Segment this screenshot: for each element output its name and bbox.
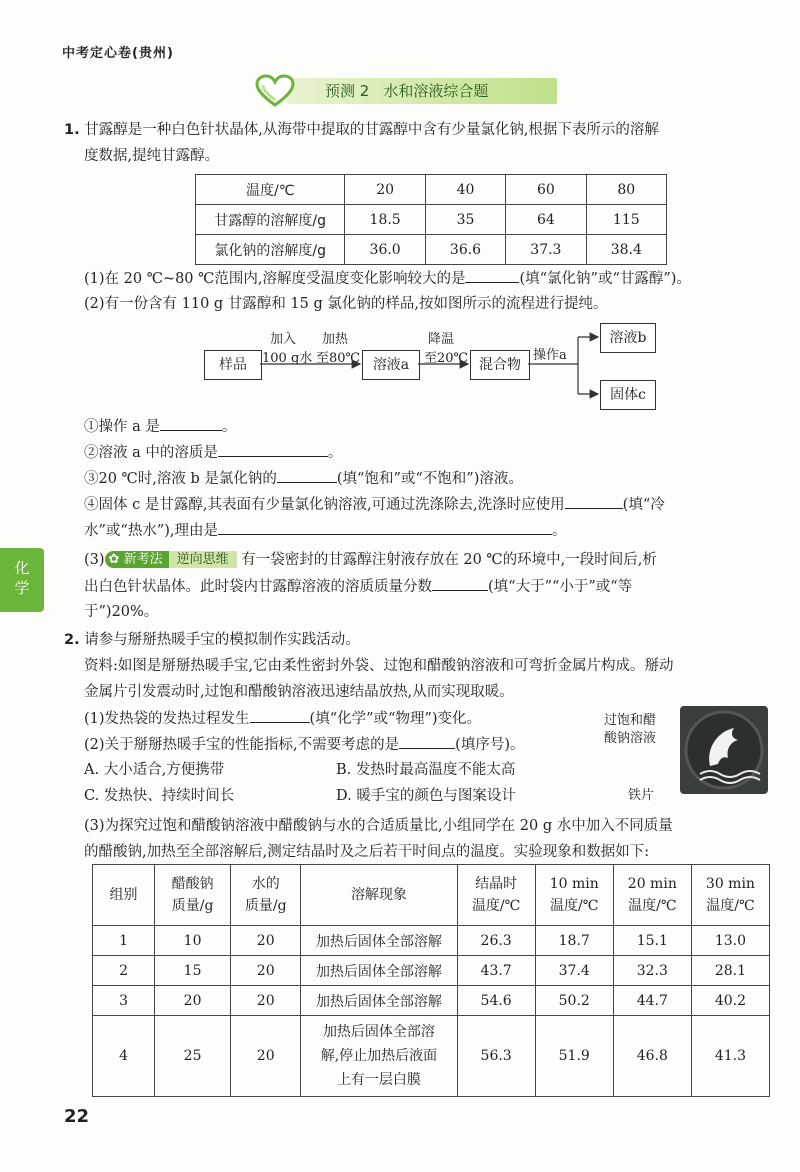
hand-warmer-image — [680, 706, 768, 794]
page-number: 22 — [64, 1106, 90, 1127]
bulb-icon: ✿ — [108, 552, 120, 567]
table-row: 氯化钠的溶解度/g 36.0 36.6 37.3 38.4 — [196, 235, 667, 265]
table-header-row: 组别 醋酸钠 质量/g 水的 质量/g 溶解现象 结晶时 温度/℃ 10 min 温度/℃ 20 min 温度/℃ 30 min 温度/℃ — [93, 865, 770, 926]
q1-part3-line2: 出白色针状晶体。此时袋内甘露醇溶液的溶质质量分数 (填“大于”“小于”或“等 — [84, 576, 632, 597]
page: 中考定心卷(贵州) 预测 2 水和溶液综合题 1. 甘露醇是一种白色针状晶体,从海带中提取的甘露醇中含有少量氯化钠,根据下表所示的溶解 度数据,提纯甘露醇。 温度/℃ 20 40 60 80 甘露醇的溶解度/g 18.5 35 64 115 氯化钠的溶解度/g 36.0 36.6 37.3 38.4 (1)在 20 ℃~80 ℃范围内,溶解度受温度变化影响较大的是 (填“氯化钠”或“甘露醇”)。 (2)有一份含有 110 g 甘露醇和 15 g 氯化钠的样品,按如图所示的流程进行提纯。 样品 加入 100 g水 加热 至80℃ 溶液a 降温 至20℃ 混合物 操作a 溶液b 固体c ①操作 a 是 。 ②溶液 a 中的溶质是 。 ③20 ℃时,溶液 b 是氯化钠的 (填“饱和”或“不饱和”)溶液。 ④固体 c 是甘露醇,其表面有少量氯化钠溶液,可通过洗涤除去,洗涤时应使用 (填“冷 水”或“热水”),理由是 。 化学 (3) ✿ 新考法 逆向思维 有一袋密封的甘露醇注射液存放在 20 ℃的环境中,一段时间后,析 出白色针状晶体。此时袋内甘露醇溶液的溶质质量分数 (填“大于”“小于”或“等 于”)20%。 2. 请参与掰掰热暖手宝的模拟制作实践活动。 资料:如图是掰掰热暖手宝,它由柔性密封外袋、过饱和醋酸钠溶液和可弯折金属片构成。掰动 金属片引发震动时,过饱和醋酸钠溶液迅速结晶放热,从而实现取暖。 (1)发热袋的发热过程发生 (填“化学”或“物理”)变化。 (2)关于掰掰热暖手宝的性能指标,不需要考虑的是 (填序号)。 A. 大小适合,方便携带 B. 发热时最高温度不能太高 C. 发热快、持续时间长 D. 暖手宝的颜色与图案设计 过饱和醋 酸钠溶液 铁片 (3)为探究过饱和醋酸钠溶液中醋酸钠与水的合适质量比,小组同学在 20 g 水中加入不同质量 的醋酸钠,加热至全部溶解后,测定结晶时及之后若干时间点的温度。实验现象和数据如下: 组别 醋酸钠 质量/g 水的 质量/g 溶解现象 结晶时 温度/℃ 10 min 温度/℃ 20 min 温度/℃ 30 min 温度/℃ 1 10 20 加热后固体全部溶解 26.3 18.7 15.1 13.0 2 15 20 加热后固体全部溶解 43.7 37.4 32.3 28.1 3 20 20 加热后固体全部溶解 54.6 50.2 44.7 40.2 4 25 20 加热后固体全部溶 解,停止加热后液面 上有一层白膜 56.3 51.9 46.8 41.3 22 — [0, 0, 800, 1172]
image-label-solution: 过饱和醋 酸钠溶液 — [604, 713, 657, 746]
heart-icon — [255, 74, 295, 108]
q1-number: 1. — [64, 122, 80, 138]
q2-intro: 2. 请参与掰掰热暖手宝的模拟制作实践活动。 — [64, 632, 360, 648]
option-c: C. 发热快、持续时间长 — [84, 788, 235, 804]
section-banner — [255, 74, 557, 106]
q2-material-line2: 金属片引发震动时,过饱和醋酸钠溶液迅速结晶放热,从而实现取暖。 — [84, 684, 514, 700]
q2-part3-line2: 的醋酸钠,加热至全部溶解后,测定结晶时及之后若干时间点的温度。实验现象和数据如下: — [84, 844, 650, 860]
flow-mixture: 混合物 — [470, 350, 530, 380]
banner-title: 水和溶液综合题 — [383, 82, 489, 100]
q1-part3-line3: 于”)20%。 — [84, 604, 159, 620]
q1-sub1: ①操作 a 是 。 — [84, 416, 236, 437]
flow-solid-c: 固体c — [600, 380, 656, 410]
answer-blank[interactable] — [565, 494, 623, 509]
option-d: D. 暖手宝的颜色与图案设计 — [336, 788, 516, 804]
q1-intro-line1 — [64, 120, 659, 140]
new-method-tag: ✿ 新考法 逆向思维 — [105, 550, 237, 570]
flow-solution-b: 溶液b — [600, 323, 656, 353]
answer-blank[interactable] — [250, 708, 310, 723]
answer-blank[interactable] — [160, 416, 222, 431]
q1-part2: (2)有一份含有 110 g 甘露醇和 15 g 氯化钠的样品,按如图所示的流程进行提纯。 — [84, 296, 608, 312]
answer-blank[interactable] — [277, 468, 337, 483]
table-row: 4 25 20 加热后固体全部溶 解,停止加热后液面 上有一层白膜 56.3 51.9 46.8 41.3 — [93, 1016, 770, 1097]
option-b: B. 发热时最高温度不能太高 — [336, 762, 516, 778]
q1-intro-text1: 甘露醇是一种白色针状晶体,从海带中提取的甘露醇中含有少量氯化钠,根据下表所示的溶解 — [84, 122, 659, 138]
answer-blank[interactable] — [218, 520, 552, 535]
answer-blank[interactable] — [399, 734, 455, 749]
table-row: 甘露醇的溶解度/g 18.5 35 64 115 — [196, 205, 667, 235]
table-row: 2 15 20 加热后固体全部溶解 43.7 37.4 32.3 28.1 — [93, 956, 770, 986]
experiment-table — [92, 864, 770, 1097]
dolphin-icon — [680, 706, 768, 794]
q1-sub4-cont: 水”或“热水”),理由是 。 — [84, 520, 567, 541]
q1-intro-line2: 度数据,提纯甘露醇。 — [84, 148, 220, 164]
solubility-table — [195, 174, 667, 265]
q1-sub3: ③20 ℃时,溶液 b 是氯化钠的 (填“饱和”或“不饱和”)溶液。 — [84, 468, 523, 489]
image-label-metal: 铁片 — [628, 788, 655, 803]
subject-tab: 化学 — [0, 548, 44, 612]
flow-sample: 样品 — [204, 350, 262, 380]
q1-part3: (3) ✿ 新考法 逆向思维 有一袋密封的甘露醇注射液存放在 20 ℃的环境中,一段时间后,析 — [84, 552, 657, 568]
table-row: 1 10 20 加热后固体全部溶解 26.3 18.7 15.1 13.0 — [93, 926, 770, 956]
answer-blank[interactable] — [218, 442, 328, 457]
banner-number: 预测 2 — [325, 82, 370, 100]
q2-material-line1: 资料:如图是掰掰热暖手宝,它由柔性密封外袋、过饱和醋酸钠溶液和可弯折金属片构成。掰动 — [84, 658, 674, 674]
answer-blank[interactable] — [465, 268, 519, 283]
table-row: 3 20 20 加热后固体全部溶解 54.6 50.2 44.7 40.2 — [93, 986, 770, 1016]
answer-blank[interactable] — [432, 576, 488, 591]
q2-number: 2. — [64, 632, 80, 648]
q1-part1: (1)在 20 ℃~80 ℃范围内,溶解度受温度变化影响较大的是 (填“氯化钠”或“甘露醇”)。 — [84, 268, 691, 289]
q2-part3-line1: (3)为探究过饱和醋酸钠溶液中醋酸钠与水的合适质量比,小组同学在 20 g 水中加入不同质量 — [84, 818, 673, 834]
q2-part1: (1)发热袋的发热过程发生 (填“化学”或“物理”)变化。 — [84, 708, 481, 729]
q1-sub4: ④固体 c 是甘露醇,其表面有少量氯化钠溶液,可通过洗涤除去,洗涤时应使用 (填“冷 — [84, 494, 665, 515]
q2-part2: (2)关于掰掰热暖手宝的性能指标,不需要考虑的是 (填序号)。 — [84, 734, 524, 755]
table-row: 温度/℃ 20 40 60 80 — [196, 175, 667, 205]
q1-sub2: ②溶液 a 中的溶质是 。 — [84, 442, 342, 463]
option-a: A. 大小适合,方便携带 — [84, 762, 225, 778]
book-title: 中考定心卷(贵州) — [62, 46, 174, 61]
flow-solution-a: 溶液a — [362, 350, 420, 380]
